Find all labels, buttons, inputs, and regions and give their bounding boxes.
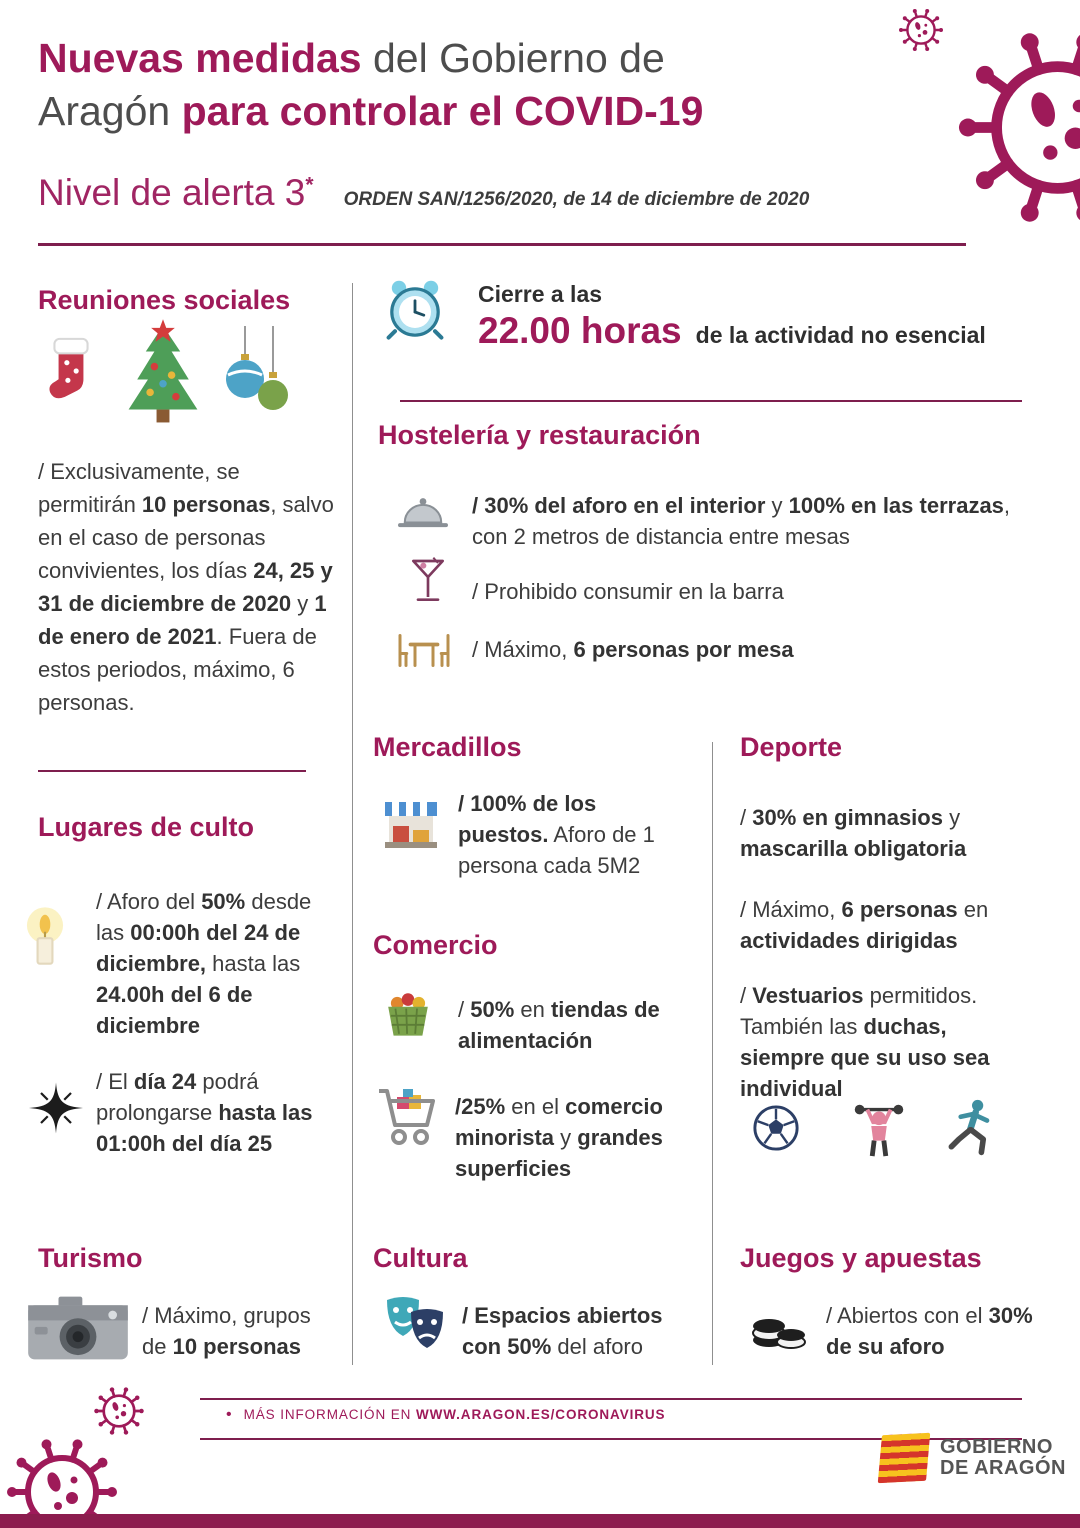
shopping-cart-icon <box>375 1086 441 1150</box>
heading-juegos-y-apuestas: Juegos y apuestas <box>740 1243 982 1273</box>
juegos-item: / Abiertos con el 30% de su aforo <box>826 1303 1033 1359</box>
vertical-divider-right <box>712 742 713 1365</box>
header-divider <box>38 243 966 246</box>
culto-item-1: / Aforo del 50% desde las 00:00h del 24 de diciembre, hasta las 24.00h del 6 de diciembre <box>96 889 312 1038</box>
cocktail-icon <box>408 548 448 614</box>
order-reference: ORDEN SAN/1256/2020, de 14 de diciembre de 2020 <box>343 189 810 210</box>
turismo-item: / Máximo, grupos de 10 personas <box>142 1303 311 1359</box>
deporte-item-1: / 30% en gimnasios y mascarilla obligatoria <box>740 805 967 861</box>
footer-divider-top <box>200 1398 1022 1400</box>
grocery-basket-icon <box>381 988 435 1040</box>
footer-info <box>226 1406 665 1424</box>
curfew-suffix: de la actividad no esencial <box>695 322 986 348</box>
comercio-item-2: /25% en el comercio minorista y grandes superficies <box>455 1094 663 1181</box>
culto-item-2: / El día 24 podrá prolongarse hasta las 01:00h del día 25 <box>96 1069 313 1156</box>
candle-icon <box>12 902 78 970</box>
mercadillos-item: / 100% de los puestos. Aforo de 1 persona cada 5M2 <box>458 791 655 878</box>
virus-icon-top-large <box>950 20 1080 235</box>
deporte-item-3: / Vestuarios permitidos. También las duchas, siempre que su uso sea individual <box>740 983 990 1101</box>
left-divider <box>38 770 306 772</box>
hosteleria-item-1: / 30% del aforo en el interior y 100% en las terrazas, con 2 metros de distancia entre mesas <box>472 493 1011 549</box>
reuniones-body: / Exclusivamente, se permitirán 10 personas, salvo en el caso de personas convivientes, los días 24, 25 y 31 de diciembre de 2020 y 1 de enero de 2021. Fuera de estos periodos, máximo, 6 personas. <box>38 459 334 715</box>
theater-masks-icon <box>381 1294 451 1354</box>
curfew-prefix: Cierre a las <box>478 281 603 307</box>
title-accent-2: para controlar el COVID-19 <box>181 88 704 134</box>
alert-row <box>38 172 809 214</box>
table-and-chairs-icon <box>394 628 454 670</box>
page-title <box>38 32 703 138</box>
logo-text: GOBIERNO DE ARAGÓN <box>940 1436 1066 1479</box>
curfew-time: 22.00 horas <box>478 310 682 351</box>
alarm-clock-icon <box>383 276 447 340</box>
bottom-bar <box>0 1514 1080 1528</box>
serving-dome-icon <box>396 492 450 534</box>
curfew-divider <box>400 400 1022 402</box>
title-gray-1: del Gobierno de <box>361 35 665 81</box>
christmas-tree-icon <box>120 318 206 428</box>
cultura-item: / Espacios abiertos con 50% del aforo <box>462 1303 663 1359</box>
alert-asterisk: * <box>305 173 314 197</box>
heading-lugares-de-culto: Lugares de culto <box>38 812 255 842</box>
heading-turismo: Turismo <box>38 1243 143 1273</box>
virus-icon-bottom-small <box>92 1384 146 1438</box>
heading-reuniones-sociales: Reuniones sociales <box>38 285 291 315</box>
footer-bullet: • <box>226 1406 232 1423</box>
hosteleria-item-2: / Prohibido consumir en la barra <box>472 579 784 604</box>
alert-level: Nivel de alerta 3* <box>38 172 314 213</box>
vertical-divider-left <box>352 283 353 1365</box>
gobierno-de-aragon-logo <box>880 1434 1066 1482</box>
sparkle-star-icon <box>26 1078 86 1138</box>
heading-cultura: Cultura <box>373 1243 468 1273</box>
christmas-stocking-icon <box>42 332 100 410</box>
poker-chips-icon <box>748 1294 810 1350</box>
market-stall-icon <box>381 796 441 856</box>
heading-deporte: Deporte <box>740 732 843 762</box>
soccer-ball-icon <box>752 1104 800 1152</box>
camera-icon <box>26 1292 130 1364</box>
comercio-item-1: / 50% en tiendas de alimentación <box>458 997 660 1053</box>
heading-hosteleria: Hostelería y restauración <box>378 420 701 450</box>
ornaments-icon <box>222 326 294 426</box>
heading-comercio: Comercio <box>373 930 498 960</box>
title-accent-1: Nuevas medidas <box>38 35 362 81</box>
footer-info-text: MÁS INFORMACIÓN EN WWW.ARAGON.ES/CORONAVIRUS <box>243 1407 666 1422</box>
hosteleria-item-3: / Máximo, 6 personas por mesa <box>472 637 794 662</box>
deporte-item-2: / Máximo, 6 personas en actividades dirigidas <box>740 897 989 953</box>
title-gray-2: Aragón <box>38 88 182 134</box>
curfew-banner <box>478 281 986 352</box>
runner-icon <box>944 1098 1000 1158</box>
heading-mercadillos: Mercadillos <box>373 732 522 762</box>
weightlifter-icon <box>848 1096 910 1158</box>
aragon-flag-icon <box>878 1433 931 1483</box>
footer-url: WWW.ARAGON.ES/CORONAVIRUS <box>415 1407 666 1422</box>
virus-icon-top-small <box>897 6 945 54</box>
